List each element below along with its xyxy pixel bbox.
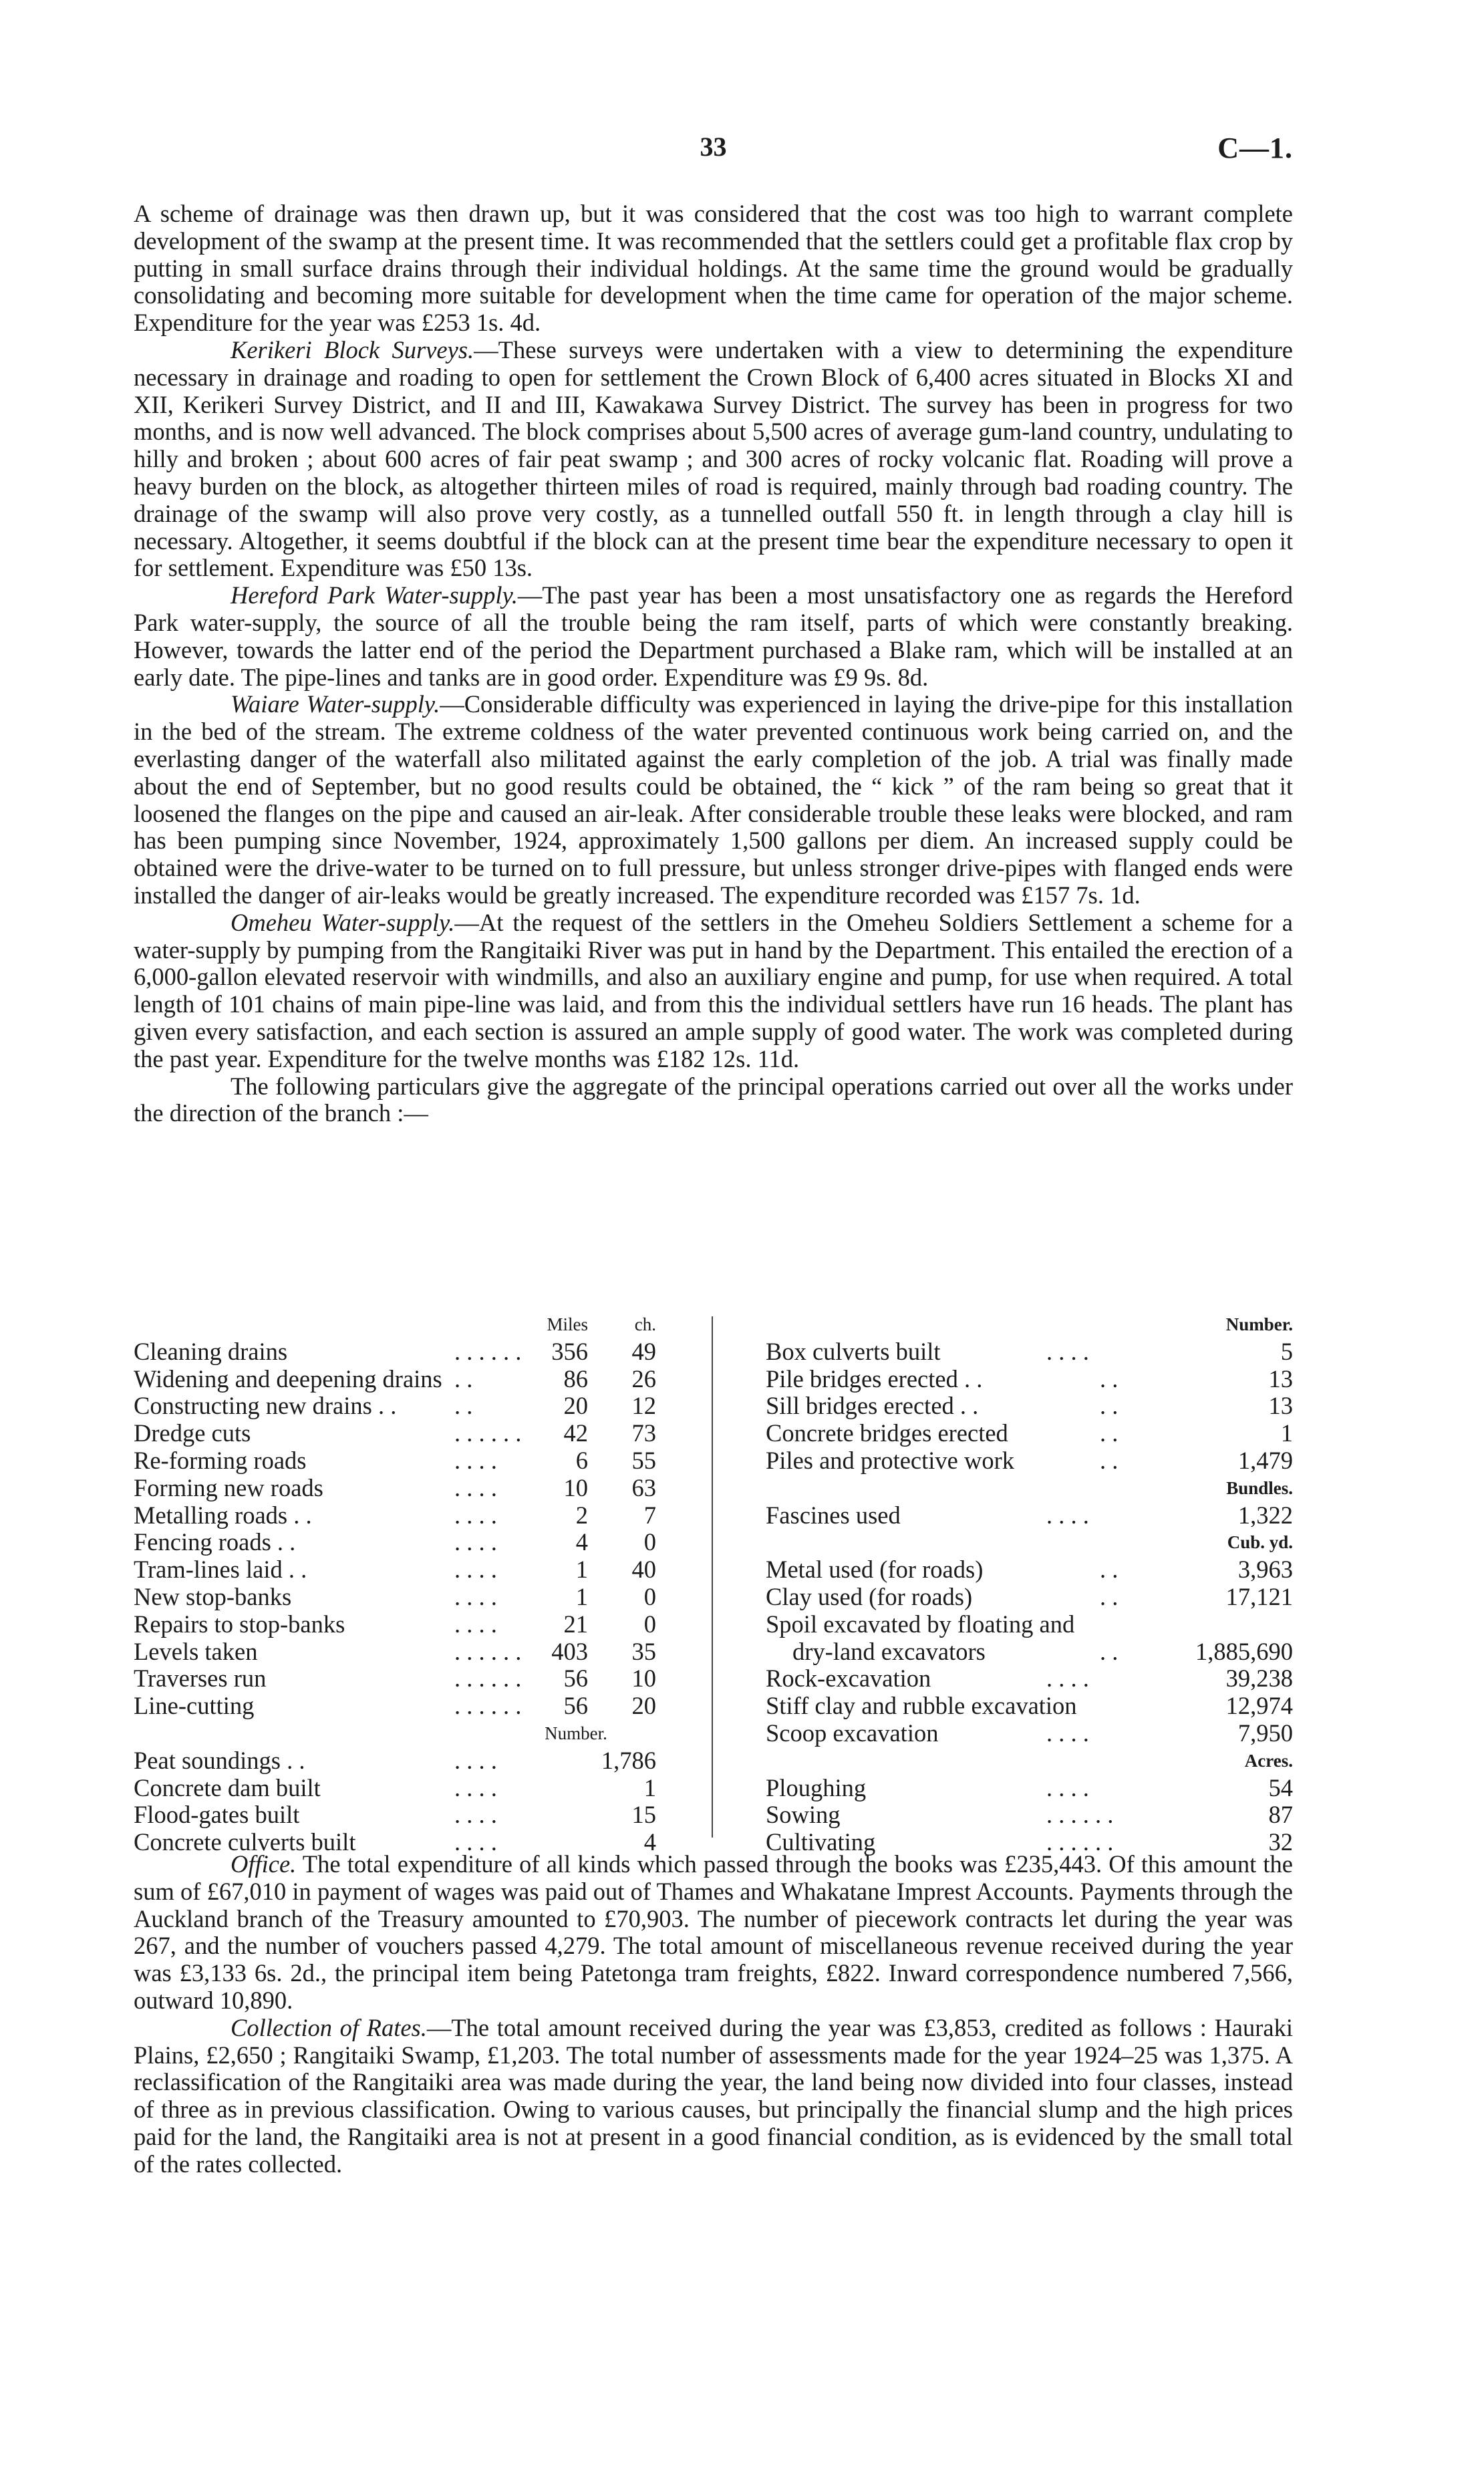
operation-chains: 55 [631,1446,656,1474]
operation-value: 17,121 [1225,1582,1293,1610]
leader-dots: . . . . [1046,1773,1089,1801]
section-waiare [134,691,1293,909]
operation-label: Fascines used [766,1501,901,1529]
table-row [766,1584,1293,1611]
page-number: 33 [700,132,727,162]
operation-label: Metal used (for roads) [766,1556,984,1584]
leader-dots: . . . . [454,1610,497,1638]
section-office [134,1851,1293,2015]
operation-miles: 56 [563,1692,588,1720]
operation-value: 5 [1280,1337,1293,1365]
left-rows-counts [134,1747,682,1856]
operation-chains: 40 [631,1556,656,1584]
table-row [766,1366,1293,1393]
body-text-bottom [134,1851,1293,2178]
section-heading: Waiare Water-supply. [231,690,440,718]
table-row [134,1475,682,1502]
operation-label: Pile bridges erected . . [766,1364,983,1393]
operation-label: Sill bridges erected . . [766,1392,979,1420]
operation-label: Concrete culverts built [134,1828,356,1856]
operation-label: Sowing [766,1801,841,1829]
operation-chains: 63 [631,1473,656,1501]
operation-value: 7,950 [1237,1719,1293,1747]
operation-value: 32 [1268,1828,1293,1856]
operation-miles: 1 [575,1582,588,1610]
table-row [766,1638,1293,1666]
table-row [134,1747,682,1775]
unit-header-row [766,1475,1293,1502]
table-row [766,1447,1293,1475]
operation-label: Traverses run [134,1664,267,1693]
leader-dots: . . [1100,1419,1119,1447]
leader-dots: . . . . . . [1046,1828,1114,1856]
operation-chains: 12 [631,1392,656,1420]
operation-label: New stop-banks [134,1582,292,1610]
operation-label: Box culverts built [766,1337,941,1365]
operation-chains: 0 [643,1528,656,1556]
operation-miles: 4 [575,1528,588,1556]
section-heading: Kerikeri Block Surveys. [231,335,474,364]
table-row [766,1665,1293,1693]
table-row [766,1420,1293,1447]
operation-miles: 2 [575,1501,588,1529]
operation-label: Ploughing [766,1773,867,1801]
operation-chains: 0 [643,1610,656,1638]
intro-paragraph: A scheme of drainage was then drawn up, but it was considered that the cost was too high to warrant complete development of the swamp at the present time. It was recommended that the settlers could get a profitable flax crop by putting in small surface drains through their individual holdings. At the same time the ground would be gradually consolidating and becoming more suitable for development when the time came for operation of the major scheme. Expenditure for the year was £253 1s. 4d. [134,200,1293,337]
table-row [134,1447,682,1475]
operation-label: Concrete dam built [134,1773,321,1801]
operation-value: 12,974 [1225,1692,1293,1720]
table-row [134,1665,682,1693]
operation-label: Forming new roads [134,1473,323,1501]
unit-header-row [134,1311,682,1338]
operation-count: 4 [643,1828,656,1856]
table-row [134,1693,682,1720]
operation-miles: 10 [563,1473,588,1501]
table-row [766,1556,1293,1584]
leader-dots: . . [454,1364,473,1393]
leader-dots: . . . . . . [454,1419,522,1447]
leader-dots: . . [1100,1582,1119,1610]
operation-label: Piles and protective work [766,1446,1015,1474]
table-row [766,1338,1293,1366]
operation-value: 1,479 [1237,1446,1293,1474]
operation-label: Repairs to stop-banks [134,1610,345,1638]
table-row [134,1638,682,1666]
operation-label: Constructing new drains . . [134,1392,397,1420]
table-row [134,1502,682,1530]
leader-dots: . . [1100,1637,1119,1665]
operation-chains: 35 [631,1637,656,1665]
unit-header-row [766,1529,1293,1556]
operation-miles: 86 [563,1364,588,1393]
operations-table [134,1311,1293,1856]
table-intro: The following particulars give the aggregate of the principal operations carried out over all the works under the direction of the branch :— [134,1072,1293,1127]
unit-header: Cub. yd. [1227,1532,1293,1553]
operation-chains: 0 [643,1582,656,1610]
unit-header: Number. [1225,1314,1293,1334]
operation-label: dry-land excavators [792,1637,986,1665]
operation-miles: 356 [551,1337,588,1365]
operation-value: 1,885,690 [1195,1637,1293,1665]
document-reference: C—1. [1217,132,1293,164]
operation-value: 39,238 [1225,1664,1293,1693]
section-body: —These surveys were undertaken with a view to determining the expenditure necessary in drainage and roading to open for settlement the Crown Block of 6,400 acres situated in Blocks XI and XII, Kerikeri Survey District, and II and III, Kawakawa Survey District. The survey has been in progress for two months, and is now well advanced. The block comprises about 5,500 acres of average gum-land country, undulating to hilly and broken ; about 600 acres of fair peat swamp ; and 300 acres of rocky volcanic flat. Roading will prove a heavy burden on the block, as altogether thirteen miles of road is required, mainly through bad roading country. The drainage of the swamp will also prove very costly, as a tunnelled outfall 550 ft. in length through a clay hill is necessary. Altogether, it seems doubtful if the block can at the present time bear the expenditure necessary to open it for settlement. Expenditure was £50 13s. [134,335,1293,582]
left-rows [134,1338,682,1720]
operation-value: 13 [1268,1392,1293,1420]
table-row [134,1529,682,1556]
section-body: —At the request of the settlers in the Omeheu Soldiers Settlement a scheme for a water-supply by pumping from the Rangitaiki River was put in hand by the Department. This entailed the erection of a 6,000-gallon elevated reservoir with windmills, and also an auxiliary engine and pump, for use when required. A total length of 101 chains of main pipe-line was laid, and from this the individual settlers have run 16 heads. The plant has given every satisfaction, and each section is assured an ample supply of good water. The work was completed during the past year. Expenditure for the twelve months was £182 12s. 11d. [134,908,1293,1072]
unit-header: Acres. [1244,1750,1293,1771]
table-row [134,1393,682,1420]
leader-dots: . . [1100,1392,1119,1420]
operation-value: 3,963 [1237,1556,1293,1584]
leader-dots: . . . . [454,1473,497,1501]
unit-header-miles: Miles [547,1314,588,1334]
unit-header-row [134,1720,682,1747]
leader-dots: . . . . [1046,1719,1089,1747]
table-row [766,1775,1293,1802]
operation-value: 13 [1268,1364,1293,1393]
leader-dots: . . [1100,1364,1119,1393]
operation-label: Tram-lines laid . . [134,1556,307,1584]
table-row [134,1420,682,1447]
leader-dots: . . . . [454,1446,497,1474]
column-divider [712,1316,713,1838]
leader-dots: . . . . . . [454,1664,522,1693]
operation-chains: 7 [643,1501,656,1529]
leader-dots: . . . . [1046,1337,1089,1365]
section-heading: Office. [231,1850,297,1878]
operation-count: 1 [643,1773,656,1801]
unit-header-number: Number. [545,1723,607,1743]
operation-miles: 403 [551,1637,588,1665]
operation-label: Fencing roads . . [134,1528,296,1556]
section-heading: Collection of Rates. [231,2013,427,2041]
unit-header-ch: ch. [634,1314,656,1334]
section-heading: Omeheu Water-supply. [231,908,455,936]
section-body: —The total amount received during the year was £3,853, credited as follows : Hauraki Plains, £2,650 ; Rangitaiki Swamp, £1,203. The total number of assessments made for the year 1924–25 was 1,375. A reclassification of the Rangitaiki area was made during the year, the land being now divided into four classes, instead of three as in previous classification. Owing to various causes, but principally the financial slump and the high prices paid for the land, the Rangitaiki area is not at present in a good financial condition, as is evidenced by the small total of the rates collected. [134,2013,1293,2178]
section-heading: Hereford Park Water-supply. [231,581,518,609]
section-omeheu [134,909,1293,1073]
leader-dots: . . . . [454,1582,497,1610]
table-row [766,1393,1293,1420]
operation-value: 87 [1268,1801,1293,1829]
leader-dots: . . . . . . [454,1637,522,1665]
operation-chains: 26 [631,1364,656,1393]
operation-label: Cleaning drains [134,1337,288,1365]
unit-header-row [766,1311,1293,1338]
operations-right-column [766,1311,1293,1856]
operations-left-column [134,1311,682,1856]
operation-chains: 73 [631,1419,656,1447]
table-row [766,1502,1293,1530]
leader-dots: . . . . [454,1528,497,1556]
operation-chains: 10 [631,1664,656,1693]
table-row [134,1338,682,1366]
table-row [766,1720,1293,1747]
leader-dots: . . [454,1392,473,1420]
operation-label: Levels taken [134,1637,258,1665]
leader-dots: . . . . . . [454,1692,522,1720]
operation-count: 1,786 [601,1746,656,1774]
table-row [766,1611,1293,1638]
operation-label: Scoop excavation [766,1719,939,1747]
leader-dots: . . . . [454,1773,497,1801]
operation-miles: 56 [563,1664,588,1693]
unit-header: Bundles. [1226,1477,1293,1498]
leader-dots: . . [1100,1446,1119,1474]
operation-miles: 1 [575,1556,588,1584]
table-row [766,1693,1293,1720]
leader-dots: . . . . [1046,1501,1089,1529]
operation-count: 15 [631,1801,656,1829]
operation-label: Clay used (for roads) [766,1582,973,1610]
operation-value: 1 [1280,1419,1293,1447]
operation-chains: 49 [631,1337,656,1365]
operation-label: Stiff clay and rubble excavation [766,1692,1077,1720]
table-row [134,1584,682,1611]
page-header [134,131,1293,171]
operation-label: Line-cutting [134,1692,255,1720]
operation-label: Rock-excavation [766,1664,931,1693]
table-row [134,1775,682,1802]
operation-value: 54 [1268,1773,1293,1801]
section-body: —Considerable difficulty was experienced in laying the drive-pipe for this installation in the bed of the stream. The extreme coldness of the water prevented continuous work being carried on, and the everlasting danger of the waterfall also militated against the early completion of the job. A trial was finally made about the end of September, but no good results could be obtained, the “ kick ” of the ram being so great that it loosened the flanges on the pipe and caused an air-leak. After considerable trouble these leaks were blocked, and ram has been pumping since November, 1924, approximately 1,500 gallons per diem. An increased supply could be obtained were the drive-water to be turned on to full pressure, but unless stronger drive-pipes with flanged ends were installed the danger of air-leaks would be greatly increased. The expenditure recorded was £157 7s. 1d. [134,690,1293,909]
operation-label: Widening and deepening drains [134,1364,442,1393]
table-row [134,1611,682,1638]
operation-label: Flood-gates built [134,1801,300,1829]
table-row [134,1801,682,1829]
leader-dots: . . . . [454,1556,497,1584]
leader-dots: . . . . . . [454,1337,522,1365]
section-body: The total expenditure of all kinds which passed through the books was £235,443. Of this amount the sum of £67,010 in payment of wages was paid out of Thames and Whakatane Imprest Accounts. Payments through the Auckland branch of the Treasury amounted to £70,903. The number of piecework contracts let during the year was 267, and the number of vouchers passed 4,279. The total amount of miscellaneous revenue received during the year was £3,133 6s. 2d., the principal item being Patetonga tram freights, £822. Inward correspondence numbered 7,566, outward 10,890. [134,1850,1293,2014]
leader-dots: . . . . [454,1746,497,1774]
leader-dots: . . . . [1046,1664,1089,1693]
operation-label: Peat soundings . . [134,1746,305,1774]
unit-header-row [766,1747,1293,1775]
section-hereford [134,582,1293,691]
table-row [134,1366,682,1393]
section-body: —The past year has been a most unsatisfactory one as regards the Hereford Park water-supply, the source of all the trouble being the ram itself, parts of which were constantly breaking. However, towards the latter end of the period the Department purchased a Blake ram, which will be installed at an early date. The pipe-lines and tanks are in good order. Expenditure was £9 9s. 8d. [134,581,1293,691]
leader-dots: . . . . [454,1828,497,1856]
operation-label: Metalling roads . . [134,1501,312,1529]
section-kerikeri [134,337,1293,582]
body-text-top [134,200,1293,1127]
table-row [134,1556,682,1584]
section-rates [134,2015,1293,2178]
operation-chains: 20 [631,1692,656,1720]
leader-dots: . . . . [454,1501,497,1529]
operation-label: Cultivating [766,1828,876,1856]
operation-value: 1,322 [1237,1501,1293,1529]
operation-miles: 20 [563,1392,588,1420]
operation-label: Spoil excavated by floating and [766,1610,1075,1638]
leader-dots: . . . . [454,1801,497,1829]
table-row [766,1801,1293,1829]
operation-label: Dredge cuts [134,1419,251,1447]
leader-dots: . . [1100,1556,1119,1584]
operation-miles: 42 [563,1419,588,1447]
operation-miles: 6 [575,1446,588,1474]
leader-dots: . . . . . . [1046,1801,1114,1829]
operation-label: Concrete bridges erected [766,1419,1008,1447]
operation-label: Re-forming roads [134,1446,307,1474]
operation-miles: 21 [563,1610,588,1638]
